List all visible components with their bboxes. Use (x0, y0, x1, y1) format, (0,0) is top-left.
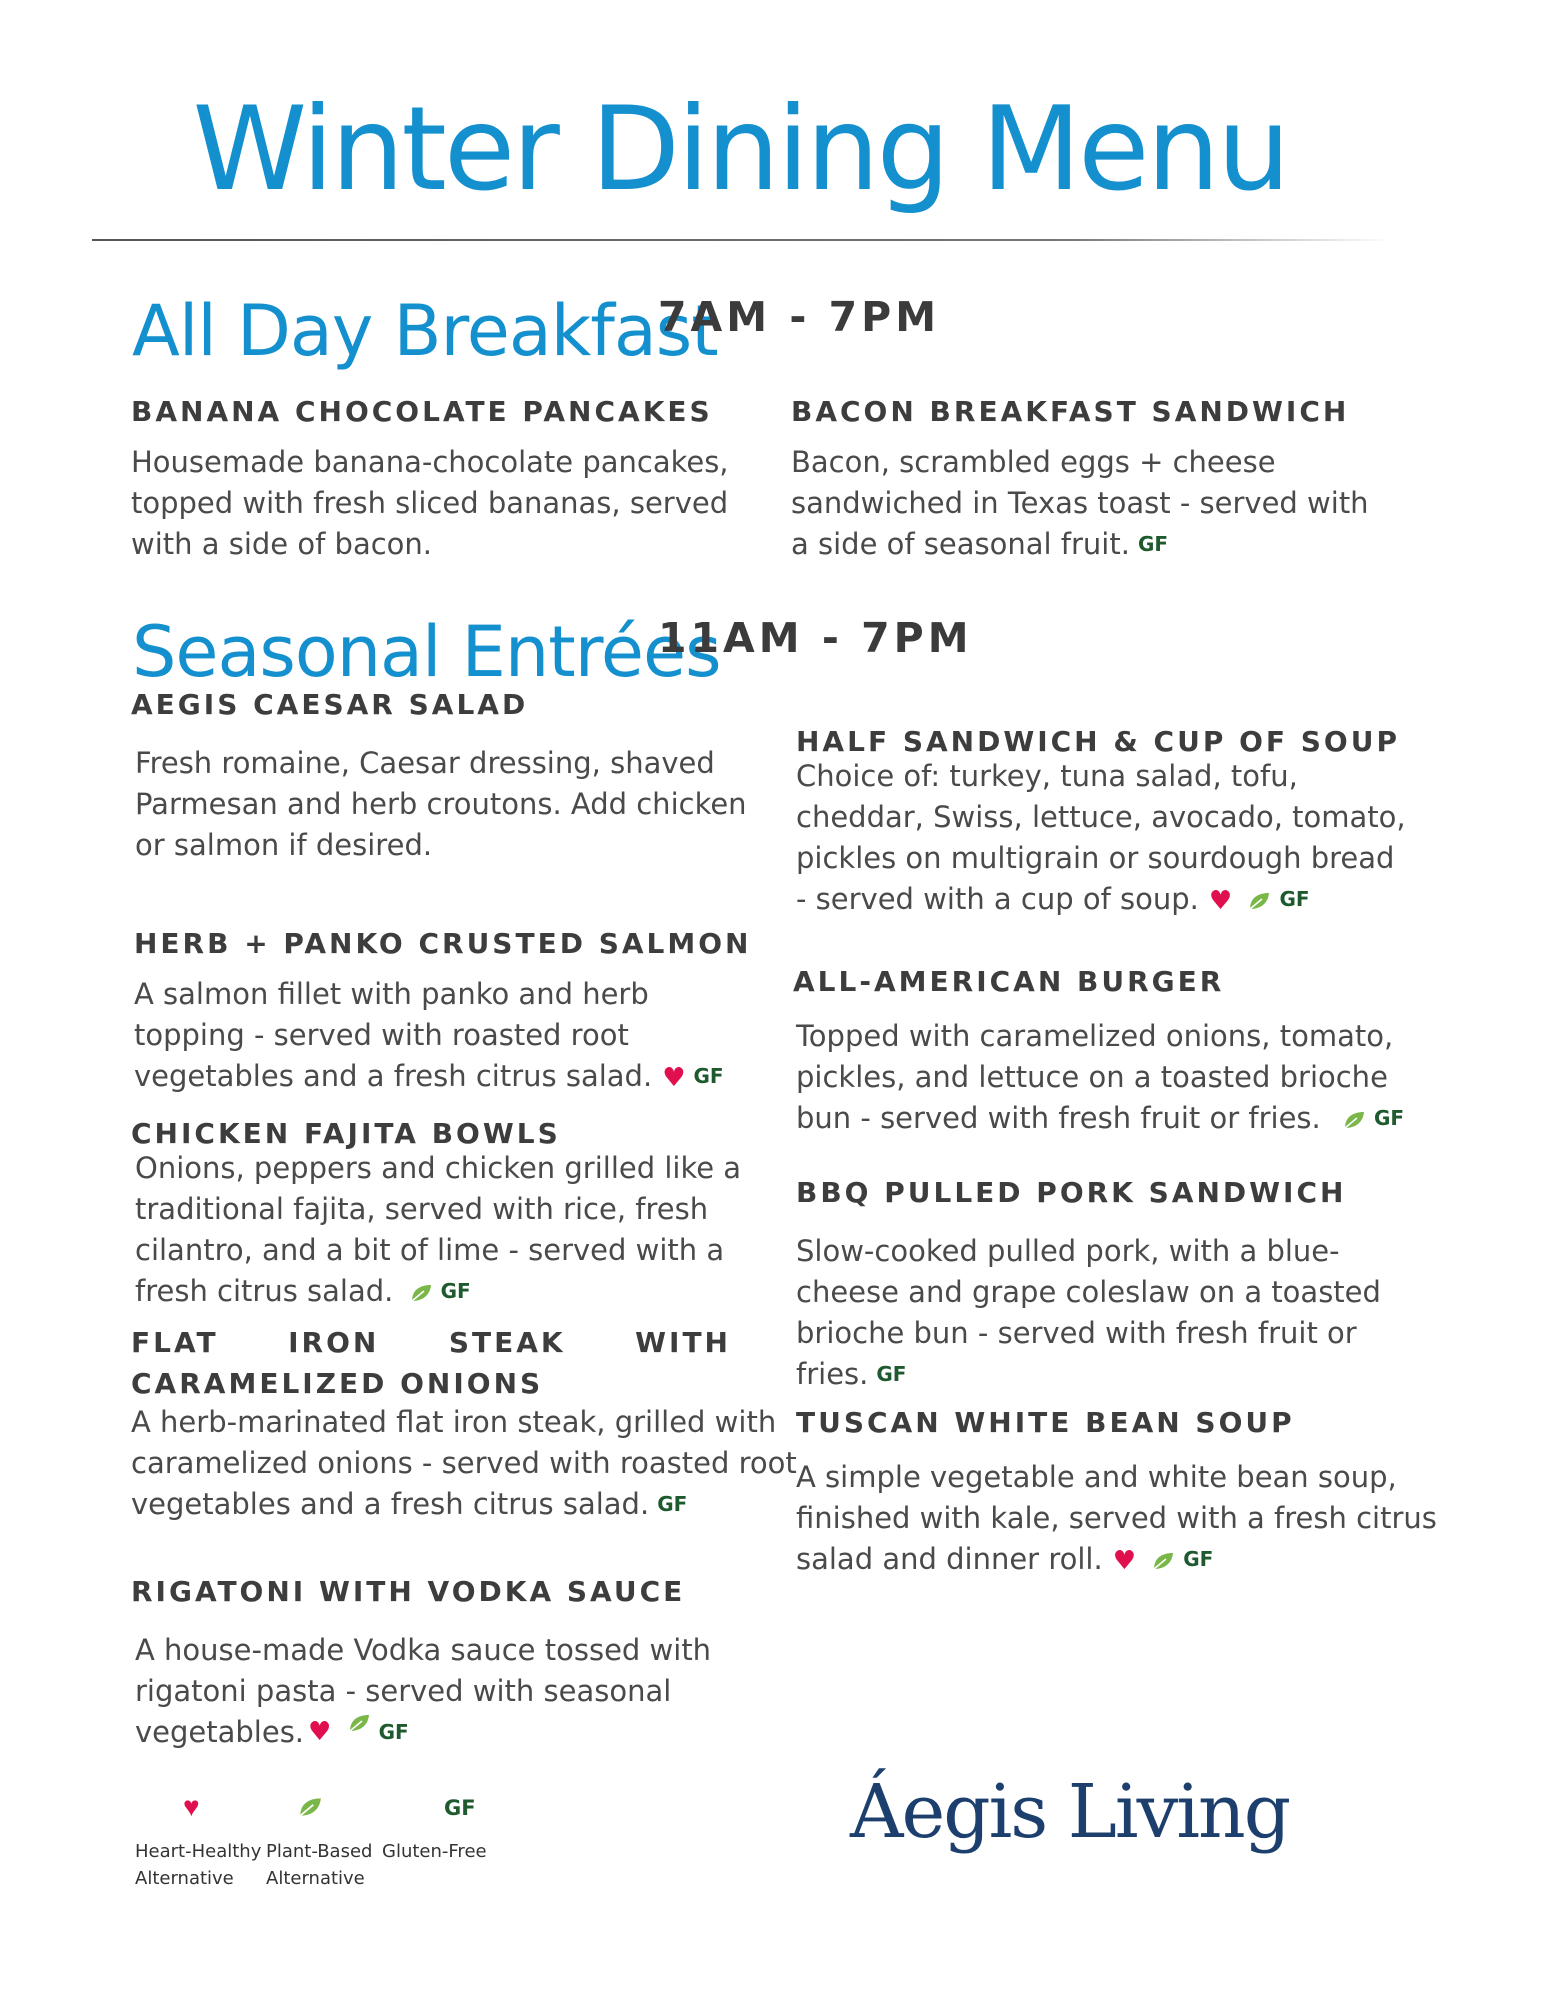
menu-item-burger (793, 965, 1404, 1139)
gluten-free-tag: GF (378, 1720, 409, 1744)
legend-gf-label: Gluten-Free (382, 1841, 487, 1862)
item-name: HERB + PANKO CRUSTED SALMON (134, 927, 752, 960)
section-title-breakfast: All Day Breakfast (132, 290, 718, 372)
section-hours-breakfast: 7AM - 7PM (658, 293, 940, 341)
item-name: AEGIS CAESAR SALAD (131, 688, 529, 721)
heart-icon: ♥ (1208, 886, 1233, 916)
item-description: Topped with caramelized onions, tomato, pickles, and lettuce on a toasted brioche bun - served with fresh fruit or fries. $^{GF}$ (796, 1019, 1405, 1135)
leaf-icon (1342, 1109, 1366, 1131)
legend-leaf-icon (297, 1795, 323, 1819)
item-description: Housemade banana-chocolate pancakes, topped with fresh sliced bananas, served with a side of bacon. (131, 445, 729, 561)
item-description: Fresh romaine, Caesar dressing, shaved Parmesan and herb croutons. Add chicken or salmon if desired. (135, 746, 747, 862)
item-description: A simple vegetable and white bean soup, finished with kale, served with a fresh citrus salad and dinner roll. ♥ $^{GF}$ (796, 1460, 1437, 1576)
menu-item-fajita (131, 1117, 741, 1312)
gluten-free-tag: GF (1183, 1547, 1214, 1571)
gluten-free-tag: GF (1373, 1106, 1405, 1130)
item-name: TUSCAN WHITE BEAN SOUP (796, 1406, 1295, 1439)
menu-item-salmon (134, 927, 751, 1099)
item-name: FLAT IRON STEAK WITH (131, 1326, 731, 1359)
menu-item-half-sandwich (796, 725, 1406, 922)
title-divider (92, 239, 1392, 241)
gluten-free-tag: GF (693, 1064, 724, 1088)
leaf-icon (1151, 1550, 1175, 1572)
legend-gf-icon: GF (444, 1796, 476, 1820)
gluten-free-tag: GF (1137, 532, 1169, 556)
menu-item-steak (131, 1326, 797, 1525)
item-name-line2: CARAMELIZED ONIONS (131, 1367, 544, 1400)
item-description: Slow-cooked pulled pork, with a blue- cheese and grape coleslaw on a toasted brioche bun - served with fresh fruit or fries. $^{GF}$ (796, 1234, 1381, 1391)
menu-item-caesar-salad (131, 688, 747, 866)
menu-item-rigatoni (131, 1575, 711, 1753)
page-title: Winter Dining Menu (192, 82, 1288, 217)
item-name: BANANA CHOCOLATE PANCAKES (131, 395, 713, 428)
section-hours-entrees: 11AM - 7PM (658, 614, 973, 662)
brand-logo: Áegis Living (850, 1769, 1290, 1855)
gluten-free-tag: GF (876, 1362, 907, 1386)
item-name: CHICKEN FAJITA BOWLS (131, 1117, 561, 1150)
leaf-icon (409, 1282, 433, 1304)
item-name: RIGATONI WITH VODKA SAUCE (131, 1575, 686, 1608)
item-name: HALF SANDWICH & CUP OF SOUP (796, 725, 1400, 758)
leaf-icon (1247, 890, 1271, 912)
menu-item-bbq (796, 1176, 1381, 1395)
leaf-icon (347, 1712, 371, 1734)
item-name: BBQ PULLED PORK SANDWICH (796, 1176, 1347, 1209)
menu-item-tuscan-soup (796, 1406, 1437, 1582)
item-description: A house-made Vodka sauce tossed with rigatoni pasta - served with seasonal vegetables. ♥ $^{GF}$ (135, 1633, 712, 1749)
item-description: Choice of: turkey, tuna salad, tofu, cheddar, Swiss, lettuce, avocado, tomato, pickles on multigrain or sourdough bread - served with a cup of soup. ♥ $^{GF}$ (796, 759, 1406, 916)
item-description: Bacon, scrambled eggs + cheese sandwiched in Texas toast - served with a side of seasonal fruit. $^{GF}$ (791, 445, 1369, 561)
item-description: A herb-marinated flat iron steak, grilled with caramelized onions - served with roasted root vegetables and a fresh citrus salad. $^{GF}$ (131, 1405, 797, 1521)
menu-item-bacon-sandwich (791, 395, 1369, 565)
item-description: Onions, peppers and chicken grilled like a traditional fajita, served with rice, fresh cilantro, and a bit of lime - served with a fresh citrus salad. $^{GF}$ (135, 1151, 742, 1308)
menu-item-pancakes (131, 395, 729, 565)
item-name: BACON BREAKFAST SANDWICH (791, 395, 1350, 428)
heart-icon: ♥ (1112, 1546, 1136, 1576)
gluten-free-tag: GF (440, 1279, 471, 1303)
heart-icon: ♥ (308, 1717, 332, 1747)
gluten-free-tag: GF (657, 1492, 688, 1516)
legend-heart-label: Heart-Healthy Alternative (135, 1841, 262, 1889)
item-description: A salmon fillet with panko and herb topping - served with roasted root vegetables and a fresh citrus salad. ♥ $^{GF}$ (134, 977, 724, 1093)
gluten-free-tag: GF (1279, 887, 1310, 911)
section-title-entrees: Seasonal Entrées (132, 611, 721, 693)
legend-heart-icon: ♥ (183, 1791, 200, 1822)
item-name: ALL-AMERICAN BURGER (793, 965, 1225, 998)
legend-plant-label: Plant-Based Alternative (266, 1841, 373, 1889)
heart-icon: ♥ (662, 1063, 686, 1093)
